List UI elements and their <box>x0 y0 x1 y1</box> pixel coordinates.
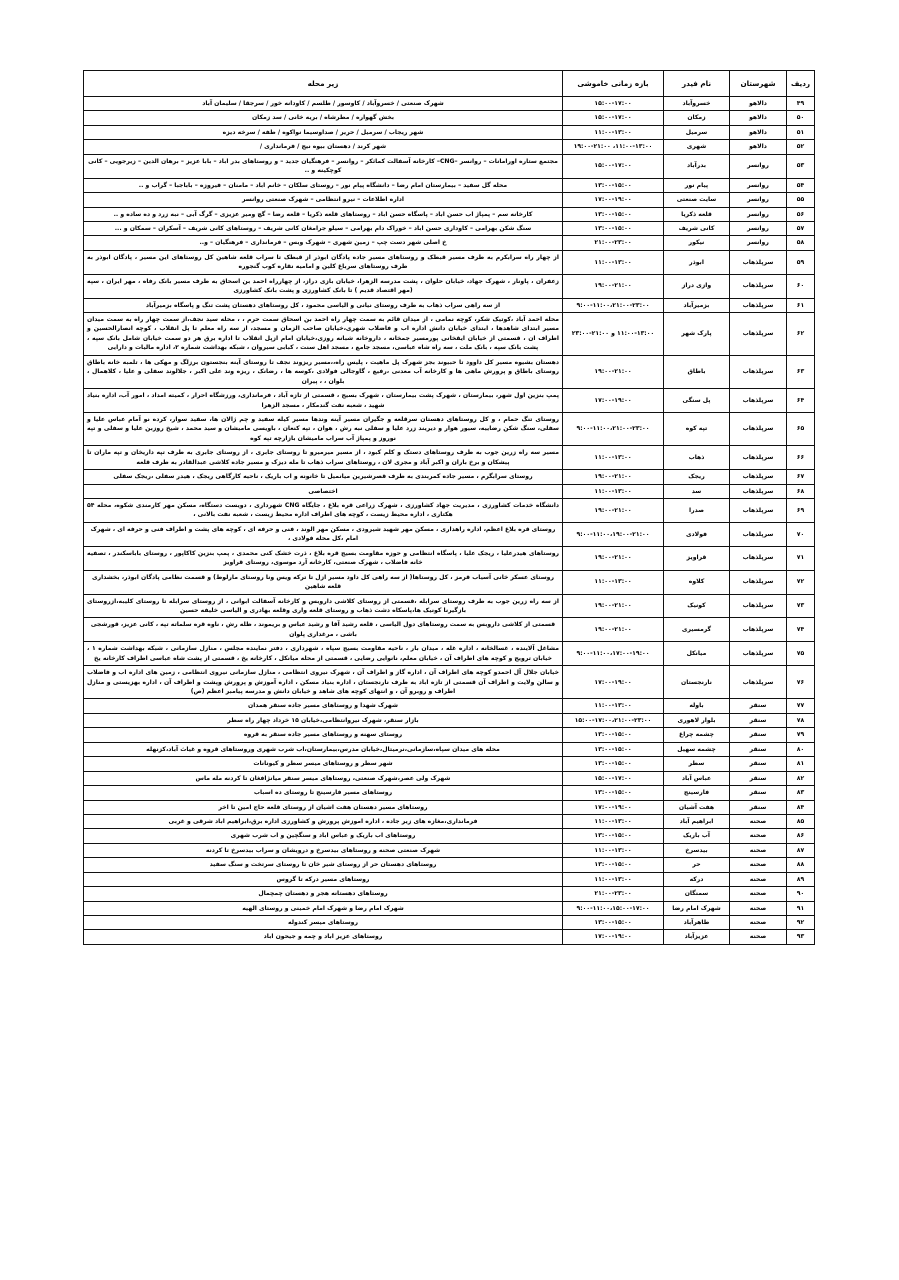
cell-feeder: صدرا <box>664 499 730 523</box>
cell-area: دانشگاه خدمات کشاورزی ، مدیریت جهاد کشاورزی ، شهرک زراعی قره بلاغ ، جایگاه CNG شهرداری ، دویست دستگاه، مسکن مهر کارمندی شکوه، محله ۵۴ هکتاری ، اداره محیط زیست ، کوچه های اطراف اداره محیط زیست ، شعبه نفت بالانی ، <box>84 499 563 523</box>
cell-radif: ۶۶ <box>787 446 815 470</box>
cell-time: ۱۷:۰۰-۱۹:۰۰ <box>563 193 664 207</box>
cell-radif: ۶۰ <box>787 274 815 298</box>
cell-area: سنگ شکن بهرامی – کاوداری حسن اباد – خوراک دام بهرامی – سیلو جرامغان کانی شریف – روستاهای کانی شریف – آسکران – سمکان و ... <box>84 221 563 235</box>
cell-time: ۱۱:۰۰-۱۳:۰۰ <box>563 484 664 498</box>
cell-county: صحنه <box>730 901 787 915</box>
cell-time: ۱۵:۰۰-۱۷:۰۰،۲۱:۰۰-۲۳:۰۰ <box>563 713 664 727</box>
cell-feeder: پارک شهر <box>664 313 730 356</box>
cell-county: سنقر <box>730 800 787 814</box>
cell-feeder: فولادی <box>664 522 730 546</box>
cell-time: ۱۷:۰۰-۱۹:۰۰ <box>563 930 664 944</box>
cell-time: ۱۱:۰۰-۱۳:۰۰ <box>563 570 664 594</box>
table-row <box>84 154 815 178</box>
table-row <box>84 901 815 915</box>
cell-area: روستاهای میسر کندوله <box>84 916 563 930</box>
cell-time: ۱۱:۰۰-۱۳:۰۰ و ۲۱:۰۰-۲۳:۰۰ <box>563 313 664 356</box>
cell-area: مجتمع ستاره اورامانات – روانسر –CNG– کارخانه آسفالت کماثکر – روانسر – فرهنگیان جدید – و روستاهای بدر اباد – بابا عزیز – برهان الدین – زیرجویی – کانی کوچکینه و .. <box>84 154 563 178</box>
cell-county: صحنه <box>730 829 787 843</box>
cell-county: روانسر <box>730 207 787 221</box>
cell-radif: ۶۱ <box>787 298 815 312</box>
cell-area: پمپ بنزین اول شهر، بیمارستان ، شهرک پشت بیمارستان ، شهرک بسیج ، قسمتی از تازه آباد ، فرمانداری، ورزشگاه احرار ، کمیته امداد ، امور آب، اداره بنیاد شهید ، شعبه نفت گندمکار ، مسجد الزهرا <box>84 389 563 413</box>
table-body <box>84 97 815 945</box>
cell-county: سنقر <box>730 771 787 785</box>
column-header-county: شهرستان <box>730 71 787 97</box>
cell-area: دهستان بشیوه مسیر کل داوود تا حبیوند بجز شهرک پل ماهیت ، پلیس راه،،مسیر ریزوند نجف تا روستای آینه بنجستون برزلگ و مهکی ها ، تلمبه خانه باطاق روستای باطاق و پرورش ماهی ها و کارخانه آب معدنی ،رفیع ، گاوجالی فولادی ،کوسه ها ، رضانک ، ریزه وند علی اکبر ، جلالوند سفلی و علیا ، کلاهمال ، بلوان ، ، پیران <box>84 355 563 388</box>
cell-county: دالاهو <box>730 125 787 139</box>
cell-area: شهر سطر و روستاهای میسر سطر و کیونانات <box>84 757 563 771</box>
cell-time: ۱۳:۰۰-۱۵:۰۰ <box>563 207 664 221</box>
cell-area: مشاغل آلاینده ، غسالخانه ، اداره غله ، میدان بار ، ناحیه مقاومت بسیج سپاه ، شهرداری ، دفتر نماینده مجلس ، منازل سازمانی ، شبکه بهداشت شماره ۱ ، خیابان ترویج و کوچه های اطراف آن ، خیابان معلم، نانوایی رضایی ، قسمتی از محله میانکل ، کارخانه یخ ، قسمتی از پشت شاه عباسی اطراف کارخانه یخ <box>84 642 563 666</box>
cell-feeder: میانکل <box>664 642 730 666</box>
cell-time: ۱۹:۰۰-۲۱:۰۰ <box>563 499 664 523</box>
table-row <box>84 814 815 828</box>
cell-feeder: عزیزآباد <box>664 930 730 944</box>
cell-time: ۱۱:۰۰-۱۳:۰۰ <box>563 872 664 886</box>
cell-county: سرپلذهاب <box>730 274 787 298</box>
cell-radif: ۹۱ <box>787 901 815 915</box>
cell-feeder: باوله <box>664 699 730 713</box>
cell-county: سرپلذهاب <box>730 389 787 413</box>
cell-time: ۹:۰۰-۱۱:۰۰،۱۹:۰۰-۲۱:۰۰ <box>563 522 664 546</box>
cell-area: شهر ریجاب / سرمیل / حریر / صداوسیما نواکوه / طفه / سرخه دیزه <box>84 125 563 139</box>
cell-area: شهرک صنعتی / خسروآباد / کاوسور / طلسم / کاودانه خور / سرجقا / سلیمان آباد <box>84 97 563 111</box>
cell-county: صحنه <box>730 930 787 944</box>
cell-time: ۱۹:۰۰-۲۱:۰۰ <box>563 618 664 642</box>
table-row <box>84 522 815 546</box>
cell-area: اختصاصی <box>84 484 563 498</box>
table-header <box>84 71 815 97</box>
cell-feeder: زمکان <box>664 111 730 125</box>
table-row <box>84 546 815 570</box>
cell-county: سنقر <box>730 742 787 756</box>
table-row <box>84 313 815 356</box>
cell-county: روانسر <box>730 236 787 250</box>
cell-feeder: تپه کوه <box>664 412 730 445</box>
cell-time: ۱۵:۰۰-۱۷:۰۰ <box>563 97 664 111</box>
cell-radif: ۶۵ <box>787 412 815 445</box>
cell-time: ۱۷:۰۰-۱۹:۰۰ <box>563 800 664 814</box>
table-row <box>84 499 815 523</box>
table-row <box>84 872 815 886</box>
cell-time: ۱۱:۰۰-۱۳:۰۰ <box>563 699 664 713</box>
cell-area: روستاهای عزیز اباد و چمه و جیحون اباد <box>84 930 563 944</box>
cell-area: روستاهای هیدرعلیا ، ریجک علیا ، پاسگاه انتظامی و حوزه مقاومت بسیج قره بلاغ ، ذرت خشک کنی محمدی ، پمپ بنزین کاکاپور ، روستای باباسکندر ، تصفیه خانه فاضلاب ، شهرک صنعتی، کارخانه آرد موسوی، روستای قراویز <box>84 546 563 570</box>
table-row <box>84 829 815 843</box>
cell-area: از سه راهی سراب ذهاب به طرف روستای نیانی و الیاسی محمود ، کل روستاهای دهستان پشت تنگ و پاسگاه بزمیرآباد <box>84 298 563 312</box>
cell-area: زعفران ، پاونار ، شهرک جهاد، خیابان حلوان ، پشت مدرسه الزهرا، خیابان بازی دراز، از چهارراه احمد بن اسحاق به طرف مسیر بانک رفاه ، مهر ایران ، سپه (مهر اقتصاد قدیم ) تا بانک کشاورزی و پشت بانک کشاورزی <box>84 274 563 298</box>
cell-feeder: نارنجستان <box>664 666 730 699</box>
cell-area: بخش گهواره / مطرشاه / بریه خانی / سد زمکان <box>84 111 563 125</box>
table-row <box>84 594 815 618</box>
cell-feeder: کانی شریف <box>664 221 730 235</box>
cell-feeder: قراویز <box>664 546 730 570</box>
cell-area: شهرک امام رضا و شهرک امام خمینی و روستای الهیه <box>84 901 563 915</box>
table-row <box>84 618 815 642</box>
table-row <box>84 111 815 125</box>
table-row <box>84 236 815 250</box>
table-row <box>84 221 815 235</box>
cell-time: ۱۵:۰۰-۱۷:۰۰ <box>563 154 664 178</box>
cell-feeder: ابراهیم آباد <box>664 814 730 828</box>
cell-area: روستای تنگ حمام ، و کل روستاهای دهستان سرقلعه و جگیران مسیر آینه وندها مسیر کیله سفید و چم ژالان ها، سفید سوار، کرده نو آمام عباس علیا و سفلی، سنگ شکن رضاییه، سیور هوار و دیریند زرد علیا و سفلی نبه رش ، هوان ، تپه کنعان ، باویسی مامیشان و سید محمد ، شیخ روزبن علیا و سفلی و تپه نوروز و پمپاژ آب سراب مامیشان بازارچه تپه کوه <box>84 412 563 445</box>
table-row <box>84 887 815 901</box>
cell-county: سنقر <box>730 728 787 742</box>
header-row <box>84 71 815 97</box>
cell-feeder: چشمه سهیل <box>664 742 730 756</box>
cell-time: ۱۳:۰۰-۱۵:۰۰ <box>563 728 664 742</box>
cell-area: محله احمد آباد ،کوتیک شکر، کوچه نمامی ، از میدان قائم به سمت چهار راه احمد بن اسحاق سمت حرم ، ، محله سید نجف،از سمت چهار راه به سمت میدان مسیر ابتدای شاهدها ، ابتدای خیابان دانش اداره اب و فاضلاب شهری،خیابان صاحب الزمان و مسجد، از سه راه معلم تا پل انقلاب ، کوچه انصارالحسین و اطراف ان ، قسمتی از خیابان ایقخانی پورمسیر جمخانه ، داروخانه شبانه روزی،خیابان امام ازپل انقلاب تا اداره برق هر دو سمت خیابان شامل بانک سپه ، پشت بانک سپه ، بانک ملت ، سه راه شاه عباسی، مسجد جامع ، مسجد اهل سنت ، کبابی سیروان ، شبکه بهداشت شماره ۲، اداره مالیات و دارایی <box>84 313 563 356</box>
cell-time: ۱۵:۰۰-۱۷:۰۰ <box>563 771 664 785</box>
cell-feeder: سد <box>664 484 730 498</box>
table-row <box>84 642 815 666</box>
cell-area: خ اصلی شهر دست چپ – زمین شهری – شهرک وبس – فرمانداری – فرهنگیان – و.. <box>84 236 563 250</box>
table-row <box>84 140 815 154</box>
cell-radif: ۷۱ <box>787 546 815 570</box>
cell-time: ۱۱:۰۰-۱۳:۰۰ <box>563 843 664 857</box>
cell-county: روانسر <box>730 178 787 192</box>
cell-feeder: گرمسیری <box>664 618 730 642</box>
cell-time: ۱۳:۰۰-۱۵:۰۰ <box>563 221 664 235</box>
cell-radif: ۷۰ <box>787 522 815 546</box>
table-row <box>84 193 815 207</box>
column-header-radif: ردیف <box>787 71 815 97</box>
cell-radif: ۶۸ <box>787 484 815 498</box>
cell-feeder: سایت صنعتی <box>664 193 730 207</box>
cell-area: روستاهای اب باریک و عباس اباد و سنگچین و اب شرب شهری <box>84 829 563 843</box>
cell-area: روستاهای مسیر دهستان هفت اشیان از روستای قلعه حاج امین تا اخر <box>84 800 563 814</box>
cell-radif: ۵۱ <box>787 125 815 139</box>
cell-county: صحنه <box>730 872 787 886</box>
cell-radif: ۷۷ <box>787 699 815 713</box>
cell-time: ۱۳:۰۰-۱۵:۰۰ <box>563 916 664 930</box>
cell-radif: ۵۷ <box>787 221 815 235</box>
cell-county: صحنه <box>730 843 787 857</box>
cell-time: ۱۳:۰۰-۱۵:۰۰ <box>563 858 664 872</box>
cell-feeder: بزمیرآباد <box>664 298 730 312</box>
cell-county: سنقر <box>730 786 787 800</box>
table-row <box>84 858 815 872</box>
cell-area: مسیر سه راه زرین جوب به طرف روستاهای دستک و کلم کبود ، از مسیر میرمیرو تا روستای جابری ، از روستای جابری به طرف تپه داریخان و تپه ماران تا پیشکان و برخ باران و اکبر آباد و مجری لان ، روستاهای سراب ذهاب تا مله دیزک و مسیر جاده کلاشی عبدالقادر به طرف قلعه <box>84 446 563 470</box>
table-row <box>84 916 815 930</box>
cell-area: شهرک ولی عصر،شهرک صنعتی، روستاهای میسر سنقر میانژافغان تا کردنه مله ماس <box>84 771 563 785</box>
cell-radif: ۶۲ <box>787 313 815 356</box>
cell-feeder: نیکور <box>664 236 730 250</box>
cell-county: سرپلذهاب <box>730 470 787 484</box>
cell-radif: ۵۴ <box>787 178 815 192</box>
cell-area: خیابان جلال آل احمدو کوچه های اطراف آن ، اداره گاز و اطراف آن ، شهرک نیروی انتظامی ، منازل سازمانی نیروی انتظامی ، زمین های اداره اب و فاضلاب و سالن ولایت و اطراف آن قسمتی از تازه اباد به طرف نارنجستان ، اداره بنیاد مسکن ، اداره آموزش و پرورش وپشت و اطراف آن ، اداره بهزیستی و منازل اطراف و روبرو آن ، و انتهای کوچه های شاهد و خیابان دانش و مدرسه پیامبر اعظم (ص) <box>84 666 563 699</box>
cell-time: ۱۳:۰۰-۱۵:۰۰ <box>563 742 664 756</box>
cell-feeder: خسروآباد <box>664 97 730 111</box>
cell-radif: ۷۳ <box>787 594 815 618</box>
cell-feeder: درکه <box>664 872 730 886</box>
cell-time: ۹:۰۰-۱۱:۰۰،۲۱:۰۰-۲۳:۰۰ <box>563 412 664 445</box>
cell-radif: ۴۹ <box>787 97 815 111</box>
cell-feeder: فارسینج <box>664 786 730 800</box>
cell-time: ۱۹:۰۰-۲۱:۰۰ <box>563 355 664 388</box>
table-row <box>84 470 815 484</box>
cell-feeder: سطر <box>664 757 730 771</box>
cell-radif: ۸۳ <box>787 786 815 800</box>
cell-feeder: کونیک <box>664 594 730 618</box>
cell-feeder: باطاق <box>664 355 730 388</box>
cell-feeder: سمنگان <box>664 887 730 901</box>
cell-county: سرپلذهاب <box>730 298 787 312</box>
column-header-feeder: نام فیدر <box>664 71 730 97</box>
cell-time: ۹:۰۰-۱۱:۰۰،۱۵:۰۰-۱۷:۰۰ <box>563 901 664 915</box>
cell-county: سرپلذهاب <box>730 546 787 570</box>
cell-feeder: بلوار لاهوری <box>664 713 730 727</box>
cell-area: شهرک صنعتی صحنه و روستاهای بیدسرخ و درویشان و سراب بیدسرخ تا کردنه <box>84 843 563 857</box>
table-row <box>84 728 815 742</box>
cell-radif: ۷۶ <box>787 666 815 699</box>
table-row <box>84 742 815 756</box>
table-row <box>84 771 815 785</box>
cell-radif: ۵۶ <box>787 207 815 221</box>
cell-area: روستاهای مسیر درکه تا گروس <box>84 872 563 886</box>
cell-area: روستای عسکر خانی آسیاب قرمز ، کل روستاها( از سه راهی کل داود مسیر ازل تا ترکه ویس ونا روستای مارلوط) و قسمت نظامی پادگان ابوذر، بخشداری قلعه شاهین <box>84 570 563 594</box>
cell-county: سرپلذهاب <box>730 446 787 470</box>
table-row <box>84 446 815 470</box>
cell-county: سرپلذهاب <box>730 499 787 523</box>
cell-area: از چهار راه سرابکرم به طرف مسیر قبطک و روستاهای مسیر جاده پادگان ابوذر از قبطک تا سراب قلعه شاهین کل روستاهای این مسیر ، پادگان ابوذر به طرف روستاهای سرباغ کلین و امامیه نقاره کوب گنجوره <box>84 250 563 274</box>
cell-time: ۲۱:۰۰-۲۳:۰۰ <box>563 236 664 250</box>
cell-radif: ۵۵ <box>787 193 815 207</box>
cell-feeder: قلعه ذکریا <box>664 207 730 221</box>
cell-radif: ۶۳ <box>787 355 815 388</box>
cell-radif: ۸۲ <box>787 771 815 785</box>
cell-area: روستای سرابگرم ، مسیر جاده کمربندی به طرف قصرشیرین میانمیل تا خانونه و اب باریک ، ناحیه کارگاهی ریجک ، هیدر سفلی ،ریجک سفلی <box>84 470 563 484</box>
cell-time: ۱۱:۰۰-۱۳:۰۰ <box>563 446 664 470</box>
cell-radif: ۸۶ <box>787 829 815 843</box>
cell-time: ۱۳:۰۰-۱۵:۰۰ <box>563 786 664 800</box>
cell-county: صحنه <box>730 858 787 872</box>
cell-county: سرپلذهاب <box>730 594 787 618</box>
cell-county: سرپلذهاب <box>730 355 787 388</box>
table-row <box>84 570 815 594</box>
table-row <box>84 666 815 699</box>
cell-county: سرپلذهاب <box>730 484 787 498</box>
table-row <box>84 125 815 139</box>
cell-radif: ۵۰ <box>787 111 815 125</box>
cell-radif: ۵۸ <box>787 236 815 250</box>
cell-area: روستاهای دهستانه هجر و دهستان چمچمال <box>84 887 563 901</box>
cell-feeder: شهری <box>664 140 730 154</box>
cell-county: صحنه <box>730 916 787 930</box>
cell-radif: ۸۴ <box>787 800 815 814</box>
outage-table-container <box>84 70 815 945</box>
table-row <box>84 298 815 312</box>
cell-county: سرپلذهاب <box>730 313 787 356</box>
cell-radif: ۸۰ <box>787 742 815 756</box>
cell-time: ۱۱:۰۰-۱۳:۰۰ <box>563 125 664 139</box>
cell-radif: ۵۹ <box>787 250 815 274</box>
cell-time: ۱۱:۰۰-۱۳:۰۰، ۱۹:۰۰-۲۱:۰۰ <box>563 140 664 154</box>
cell-time: ۱۷:۰۰-۱۹:۰۰ <box>563 666 664 699</box>
column-header-area: زیر محله <box>84 71 563 97</box>
cell-area: شهر کرند / دهستان بیوه نیج / فرمانداری / <box>84 140 563 154</box>
cell-time: ۱۳:۰۰-۱۵:۰۰ <box>563 178 664 192</box>
cell-time: ۹:۰۰-۱۱:۰۰،۱۷:۰۰-۱۹:۰۰ <box>563 642 664 666</box>
cell-county: سرپلذهاب <box>730 666 787 699</box>
cell-radif: ۹۰ <box>787 887 815 901</box>
cell-area: اداره اطلاعات – نیرو انتظامی – شهرک صنعتی روانسر <box>84 193 563 207</box>
cell-time: ۱۹:۰۰-۲۱:۰۰ <box>563 546 664 570</box>
cell-area: روستاهای دهستان حر از روستای شیر خان تا روستای سرتخت و سنگ سفید <box>84 858 563 872</box>
cell-radif: ۸۱ <box>787 757 815 771</box>
cell-radif: ۷۵ <box>787 642 815 666</box>
cell-feeder: سرمیل <box>664 125 730 139</box>
cell-radif: ۷۲ <box>787 570 815 594</box>
table-row <box>84 355 815 388</box>
cell-area: محله های میدان سپاه،سازمانی،نرمیتال،خیابان مدرس،بیمارستان،اب شرب شهری وروستاهای قروه و غیاث آباد،کزنهله <box>84 742 563 756</box>
cell-radif: ۷۸ <box>787 713 815 727</box>
cell-feeder: پیام نور <box>664 178 730 192</box>
cell-radif: ۷۴ <box>787 618 815 642</box>
cell-radif: ۸۵ <box>787 814 815 828</box>
cell-county: سنقر <box>730 699 787 713</box>
cell-county: سرپلذهاب <box>730 412 787 445</box>
table-row <box>84 484 815 498</box>
cell-area: از سه راه زرین جوب به طرف روستای سرابله ،قسمتی از روستای کلاشی داروبس و کارخانه آسفالت ابوانی ، از روستای سرابله تا روستای کلیبه،ازروستای بازگیرنا کونیک ها،پاسکاه دشت ذهاب و روستای قلعه واری وقلعه بهادری و الیاسی خلیفه حسین <box>84 594 563 618</box>
cell-county: سنقر <box>730 713 787 727</box>
cell-area: فرمانداری،مغازه های زیر جاده ، اداره اموزش پرورش و کشاورزی اداره برق،ابراهیم اباد شرقی و غربی <box>84 814 563 828</box>
cell-county: سرپلذهاب <box>730 570 787 594</box>
table-row <box>84 713 815 727</box>
cell-county: روانسر <box>730 193 787 207</box>
cell-feeder: چشمه چراغ <box>664 728 730 742</box>
cell-feeder: ذهاب <box>664 446 730 470</box>
cell-area: روستای قره بلاغ اعظم، اداره راهداری ، مسکن مهر شهید شیرودی ، مسکن مهر الوند ، فنی و حرفه ای ، کوچه های پشت و اطراف فنی و حرفه ای ، شهرک امام ،کل محله فولادی ، <box>84 522 563 546</box>
cell-radif: ۸۹ <box>787 872 815 886</box>
cell-county: دالاهو <box>730 140 787 154</box>
cell-radif: ۷۹ <box>787 728 815 742</box>
cell-radif: ۸۷ <box>787 843 815 857</box>
table-row <box>84 207 815 221</box>
cell-feeder: طاهرآباد <box>664 916 730 930</box>
table-row <box>84 389 815 413</box>
cell-county: سرپلذهاب <box>730 642 787 666</box>
cell-radif: ۶۷ <box>787 470 815 484</box>
cell-time: ۱۵:۰۰-۱۷:۰۰ <box>563 111 664 125</box>
cell-county: صحنه <box>730 887 787 901</box>
cell-feeder: هفت آشیان <box>664 800 730 814</box>
cell-county: سرپلذهاب <box>730 618 787 642</box>
table-row <box>84 843 815 857</box>
cell-feeder: عباس آباد <box>664 771 730 785</box>
cell-time: ۱۱:۰۰-۱۳:۰۰ <box>563 250 664 274</box>
column-header-time: بازه زمانی خاموشی <box>563 71 664 97</box>
cell-county: دالاهو <box>730 97 787 111</box>
cell-feeder: وازی دراز <box>664 274 730 298</box>
table-row <box>84 274 815 298</box>
cell-time: ۱۹:۰۰-۲۱:۰۰ <box>563 470 664 484</box>
cell-radif: ۸۸ <box>787 858 815 872</box>
cell-time: ۱۷:۰۰-۱۹:۰۰ <box>563 389 664 413</box>
cell-time: ۹:۰۰-۱۱:۰۰،۲۱:۰۰-۲۳:۰۰ <box>563 298 664 312</box>
table-row <box>84 250 815 274</box>
cell-radif: ۹۳ <box>787 930 815 944</box>
cell-feeder: حر <box>664 858 730 872</box>
table-row <box>84 930 815 944</box>
cell-radif: ۶۹ <box>787 499 815 523</box>
cell-feeder: پل سنگی <box>664 389 730 413</box>
cell-time: ۲۱:۰۰-۲۳:۰۰ <box>563 887 664 901</box>
cell-feeder: کلاوه <box>664 570 730 594</box>
cell-county: روانسر <box>730 221 787 235</box>
table-row <box>84 800 815 814</box>
cell-radif: ۵۳ <box>787 154 815 178</box>
cell-time: ۱۱:۰۰-۱۳:۰۰ <box>563 814 664 828</box>
cell-county: سرپلذهاب <box>730 250 787 274</box>
cell-radif: ۹۲ <box>787 916 815 930</box>
power-outage-schedule-table <box>83 70 815 945</box>
cell-time: ۱۳:۰۰-۱۵:۰۰ <box>563 829 664 843</box>
cell-county: صحنه <box>730 814 787 828</box>
cell-area: روستای سهنه و روستاهای مسیر جاده سنقر به قروه <box>84 728 563 742</box>
cell-area: روستاهای مسیر فارسینج تا روستای ده اسباب <box>84 786 563 800</box>
cell-area: کارخانه سم – پمپاژ اب حسن اباد – پاسگاه حسن اباد – روستاهای قلعه ذکریا – قلعه رضا – گچ ومیر عزیزی – گرگ آبی – نبه زرد و ده ساده و .. <box>84 207 563 221</box>
table-row <box>84 786 815 800</box>
cell-feeder: ریجک <box>664 470 730 484</box>
cell-feeder: شهرک امام رضا <box>664 901 730 915</box>
cell-feeder: ابوذر <box>664 250 730 274</box>
cell-feeder: آب باریک <box>664 829 730 843</box>
table-row <box>84 699 815 713</box>
cell-county: دالاهو <box>730 111 787 125</box>
cell-feeder: بدرآباد <box>664 154 730 178</box>
cell-county: سنقر <box>730 757 787 771</box>
cell-county: سرپلذهاب <box>730 522 787 546</box>
cell-feeder: بیدسرخ <box>664 843 730 857</box>
cell-county: روانسر <box>730 154 787 178</box>
cell-time: ۱۹:۰۰-۲۱:۰۰ <box>563 274 664 298</box>
cell-time: ۱۹:۰۰-۲۱:۰۰ <box>563 594 664 618</box>
table-row <box>84 412 815 445</box>
cell-time: ۱۳:۰۰-۱۵:۰۰ <box>563 757 664 771</box>
cell-radif: ۶۴ <box>787 389 815 413</box>
table-row <box>84 97 815 111</box>
table-row <box>84 757 815 771</box>
cell-area: شهرک شهدا و روستاهای مسیر جاده سنقر همدان <box>84 699 563 713</box>
cell-area: قسمتی از کلاشی داروبس به سمت روستاهای دول الیاسی ، قلعه رشید آقا و رشید عباس و بریموند ، ظله رش ، ناوه قره سلماته تپه ، کانی عزیز، قورشجی باشی ، مرغداری پلوان <box>84 618 563 642</box>
cell-radif: ۵۲ <box>787 140 815 154</box>
cell-area: محله گل سفید – بیمارستان امام رضا – دانشگاه پیام نور – روستای سلکان – خانم اباد – مامنان – فیروزه – باباجبا – گراب و .. <box>84 178 563 192</box>
cell-area: بازار سنقر، شهرک نیروانتظامی،خیابان ۱۵ خرداد چهار راه سطر <box>84 713 563 727</box>
table-row <box>84 178 815 192</box>
